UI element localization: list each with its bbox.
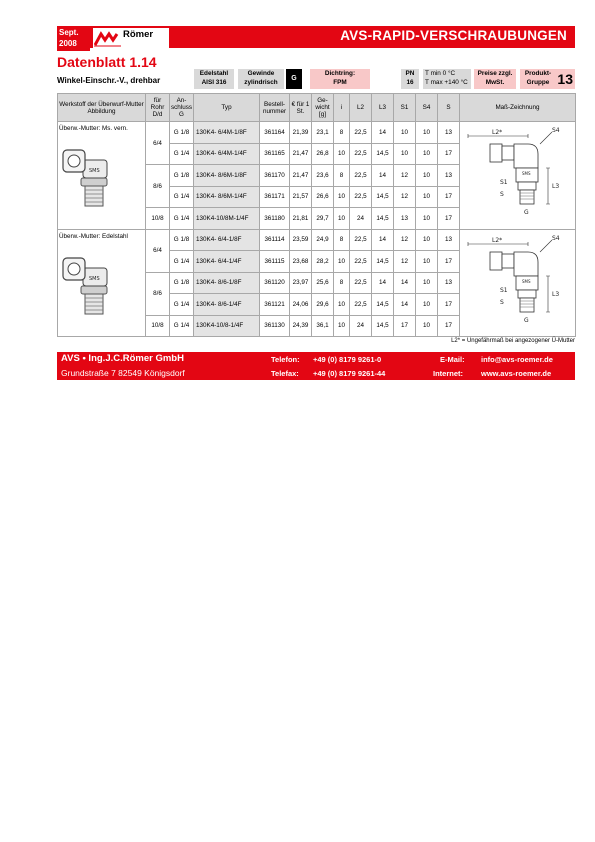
thread-box	[238, 69, 284, 89]
seal-line1: Dichtring:	[324, 70, 356, 77]
price-cell: 23,68	[290, 251, 312, 273]
order-no-cell: 361171	[260, 186, 290, 208]
footnote: L2* = Ungefährmaß bei angezogener Ü-Mutter	[451, 338, 575, 344]
col-material: Werkstoff der Überwurf-Mutter Abbildung	[58, 94, 146, 122]
s4-cell: 10	[416, 315, 438, 337]
temperature-box	[423, 69, 471, 89]
price-cell: 24,39	[290, 315, 312, 337]
s1-cell: 13	[394, 208, 416, 230]
l3-cell: 14	[372, 165, 394, 187]
s4-cell: 10	[416, 294, 438, 316]
svg-text:S4: S4	[551, 127, 560, 134]
svg-text:L3: L3	[551, 290, 559, 298]
dimension-drawing-icon	[462, 230, 574, 330]
weight-cell: 28,2	[312, 251, 334, 273]
col-price: € für 1 St.	[290, 94, 312, 122]
price-cell: 24,06	[290, 294, 312, 316]
pipe-cell: 10/8	[146, 208, 170, 230]
l3-cell: 14,5	[372, 186, 394, 208]
order-no-cell: 361165	[260, 143, 290, 165]
s1-cell: 17	[394, 315, 416, 337]
tmin-text: T min 0 °C	[425, 70, 456, 77]
order-no-cell: 361170	[260, 165, 290, 187]
l2-cell: 22,5	[350, 165, 372, 187]
material-line1: Edelstahl	[199, 70, 229, 77]
price-line2: MwSt.	[485, 78, 505, 86]
roemer-logo-icon	[94, 31, 122, 47]
svg-text:SMS: SMS	[521, 278, 531, 284]
svg-text:L3: L3	[551, 183, 559, 190]
price-cell: 21,47	[290, 143, 312, 165]
connection-cell: G 1/8	[170, 272, 194, 294]
l2-cell: 22,5	[350, 186, 372, 208]
connection-cell: G 1/4	[170, 251, 194, 273]
pipe-cell: 8/6	[146, 165, 170, 208]
logo-text: Römer	[123, 29, 154, 40]
web-label: Internet:	[433, 369, 463, 378]
price-cell: 21,39	[290, 122, 312, 144]
s-cell: 17	[438, 143, 460, 165]
s4-cell: 10	[416, 229, 438, 251]
s-cell: 13	[438, 229, 460, 251]
s4-cell: 10	[416, 122, 438, 144]
weight-cell: 36,1	[312, 315, 334, 337]
date-year: 2008	[59, 39, 77, 48]
type-cell: 130K4- 8/6M-1/4F	[194, 186, 260, 208]
s-cell: 17	[438, 294, 460, 316]
i-cell: 10	[334, 294, 350, 316]
pipe-cell: 6/4	[146, 122, 170, 165]
seal-box	[310, 69, 370, 89]
svg-text:S: S	[499, 298, 504, 306]
l2-cell: 22,5	[350, 122, 372, 144]
svg-text:G: G	[523, 209, 529, 216]
l3-cell: 14	[372, 229, 394, 251]
group-line1: Produkt-	[524, 70, 552, 77]
l2-cell: 22,5	[350, 272, 372, 294]
i-cell: 10	[334, 251, 350, 273]
s-cell: 17	[438, 251, 460, 273]
s4-cell: 10	[416, 272, 438, 294]
footer-banner	[57, 352, 575, 380]
col-type: Typ	[194, 94, 260, 122]
material-box	[194, 69, 234, 89]
thread-line2: zylindrisch	[244, 78, 278, 86]
type-cell: 130K4- 6/4M-1/4F	[194, 143, 260, 165]
col-drawing: Maß-Zeichnung	[460, 94, 576, 122]
s1-cell: 14	[394, 294, 416, 316]
company-logo	[93, 28, 169, 50]
order-no-cell: 361121	[260, 294, 290, 316]
i-cell: 10	[334, 186, 350, 208]
phone-value: +49 (0) 8179 9261-0	[313, 355, 382, 364]
s-cell: 13	[438, 272, 460, 294]
l2-cell: 22,5	[350, 229, 372, 251]
drawing-cell	[460, 122, 576, 230]
s1-cell: 14	[394, 272, 416, 294]
type-cell: 130K4- 8/6-1/8F	[194, 272, 260, 294]
material-line2: AISI 316	[201, 78, 227, 86]
connection-cell: G 1/8	[170, 122, 194, 144]
price-line1: Preise zzgl.	[477, 70, 513, 77]
type-cell: 130K4-10/8M-1/4F	[194, 208, 260, 230]
product-group-box	[520, 69, 575, 89]
col-connection: An-schluss G	[170, 94, 194, 122]
tmax-text: T max +140 °C	[425, 78, 468, 86]
connection-cell: G 1/4	[170, 143, 194, 165]
header-title: AVS-RAPID-VERSCHRAUBUNGEN	[340, 28, 567, 43]
svg-text:SMS: SMS	[89, 275, 100, 282]
table-row	[58, 122, 576, 144]
thread-line1: Gewinde	[247, 70, 275, 77]
pipe-cell: 10/8	[146, 315, 170, 337]
footer-address: Grundstraße 7 82549 Königsdorf	[61, 368, 185, 378]
connection-cell: G 1/8	[170, 165, 194, 187]
svg-text:L2*: L2*	[491, 129, 502, 136]
material-text: Überw.-Mutter: Ms. vern.	[59, 125, 128, 132]
product-table	[57, 93, 576, 337]
col-weight: Ge-wicht [g]	[312, 94, 334, 122]
type-cell: 130K4- 8/6-1/4F	[194, 294, 260, 316]
i-cell: 8	[334, 165, 350, 187]
connection-cell: G 1/4	[170, 315, 194, 337]
l3-cell: 14,5	[372, 294, 394, 316]
s4-cell: 10	[416, 208, 438, 230]
col-s: S	[438, 94, 460, 122]
order-no-cell: 361120	[260, 272, 290, 294]
date-month: Sept.	[59, 28, 79, 37]
price-note-box	[474, 69, 516, 89]
l3-cell: 14,5	[372, 315, 394, 337]
svg-text:S4: S4	[551, 234, 560, 242]
connection-cell: G 1/4	[170, 186, 194, 208]
web-value[interactable]: www.avs-roemer.de	[481, 369, 552, 378]
pn-line2: 16	[406, 78, 414, 86]
price-cell: 21,57	[290, 186, 312, 208]
s1-cell: 12	[394, 251, 416, 273]
col-i: i	[334, 94, 350, 122]
weight-cell: 26,8	[312, 143, 334, 165]
s4-cell: 10	[416, 251, 438, 273]
col-s4: S4	[416, 94, 438, 122]
i-cell: 10	[334, 143, 350, 165]
s1-cell: 12	[394, 165, 416, 187]
weight-cell: 26,6	[312, 186, 334, 208]
i-cell: 8	[334, 272, 350, 294]
material-text: Überw.-Mutter: Edelstahl	[59, 232, 128, 240]
seal-line2: FPM	[333, 78, 347, 86]
svg-text:L2*: L2*	[491, 236, 502, 244]
pipe-cell: 8/6	[146, 272, 170, 315]
svg-text:S1: S1	[499, 286, 508, 294]
type-cell: 130K4- 6/4-1/4F	[194, 251, 260, 273]
l2-cell: 22,5	[350, 294, 372, 316]
col-l3: L3	[372, 94, 394, 122]
weight-cell: 24,9	[312, 229, 334, 251]
s-cell: 13	[438, 122, 460, 144]
weight-cell: 29,6	[312, 294, 334, 316]
connection-cell: G 1/4	[170, 294, 194, 316]
s-cell: 17	[438, 186, 460, 208]
svg-text:SMS: SMS	[521, 171, 531, 176]
group-number: 13	[557, 71, 573, 87]
fitting-photo-icon	[59, 134, 129, 214]
email-label: E-Mail:	[440, 355, 465, 364]
connection-cell: G 1/8	[170, 229, 194, 251]
dimension-drawing-icon	[462, 122, 574, 222]
s4-cell: 10	[416, 165, 438, 187]
pipe-cell: 6/4	[146, 229, 170, 272]
i-cell: 8	[334, 229, 350, 251]
col-l2: L2	[350, 94, 372, 122]
weight-cell: 25,6	[312, 272, 334, 294]
svg-text:G: G	[523, 316, 529, 324]
price-cell: 21,47	[290, 165, 312, 187]
l3-cell: 14,5	[372, 251, 394, 273]
order-no-cell: 361164	[260, 122, 290, 144]
l2-cell: 22,5	[350, 143, 372, 165]
weight-cell: 29,7	[312, 208, 334, 230]
l3-cell: 14,5	[372, 143, 394, 165]
s4-cell: 10	[416, 186, 438, 208]
col-order-no: Bestell-nummer	[260, 94, 290, 122]
type-cell: 130K4-10/8-1/4F	[194, 315, 260, 337]
order-no-cell: 361114	[260, 229, 290, 251]
s4-cell: 10	[416, 143, 438, 165]
pn-box	[401, 69, 419, 89]
email-value[interactable]: info@avs-roemer.de	[481, 355, 553, 364]
s-cell: 17	[438, 208, 460, 230]
type-cell: 130K4- 6/4-1/8F	[194, 229, 260, 251]
group-line2: Gruppe	[526, 78, 550, 86]
material-cell	[58, 122, 146, 230]
col-pipe: für Rohr D/d	[146, 94, 170, 122]
s1-cell: 12	[394, 229, 416, 251]
type-cell: 130K4- 8/6M-1/8F	[194, 165, 260, 187]
s1-cell: 10	[394, 143, 416, 165]
price-cell: 23,59	[290, 229, 312, 251]
s-cell: 17	[438, 315, 460, 337]
datasheet-title: Datenblatt 1.14	[57, 54, 157, 70]
l2-cell: 22,5	[350, 251, 372, 273]
group-label	[522, 70, 554, 87]
table-header-row	[58, 94, 576, 122]
type-cell: 130K4- 6/4M-1/8F	[194, 122, 260, 144]
order-no-cell: 361180	[260, 208, 290, 230]
s1-cell: 12	[394, 186, 416, 208]
weight-cell: 23,1	[312, 122, 334, 144]
weight-cell: 23,6	[312, 165, 334, 187]
i-cell: 10	[334, 208, 350, 230]
phone-label: Telefon:	[271, 355, 300, 364]
fax-label: Telefax:	[271, 369, 299, 378]
l3-cell: 14,5	[372, 208, 394, 230]
l3-cell: 14	[372, 272, 394, 294]
svg-text:SMS: SMS	[89, 168, 100, 174]
svg-text:S: S	[499, 191, 504, 198]
order-no-cell: 361115	[260, 251, 290, 273]
table-row	[58, 229, 576, 251]
fitting-photo-icon	[59, 242, 129, 322]
header-banner	[57, 26, 575, 52]
footer-company: AVS • Ing.J.C.Römer GmbH	[61, 353, 184, 364]
col-s1: S1	[394, 94, 416, 122]
s1-cell: 10	[394, 122, 416, 144]
order-no-cell: 361130	[260, 315, 290, 337]
svg-text:S1: S1	[499, 179, 508, 186]
price-cell: 21,81	[290, 208, 312, 230]
fax-value: +49 (0) 8179 9261-44	[313, 369, 386, 378]
l3-cell: 14	[372, 122, 394, 144]
l2-cell: 24	[350, 208, 372, 230]
s-cell: 13	[438, 165, 460, 187]
product-title: Winkel-Einschr.-V., drehbar	[57, 76, 161, 85]
l2-cell: 24	[350, 315, 372, 337]
i-cell: 10	[334, 315, 350, 337]
drawing-cell	[460, 229, 576, 337]
date-badge	[57, 26, 90, 52]
material-cell	[58, 229, 146, 337]
thread-code-box: G	[286, 69, 302, 89]
price-cell: 23,97	[290, 272, 312, 294]
connection-cell: G 1/4	[170, 208, 194, 230]
i-cell: 8	[334, 122, 350, 144]
pn-line1: PN	[405, 70, 415, 77]
